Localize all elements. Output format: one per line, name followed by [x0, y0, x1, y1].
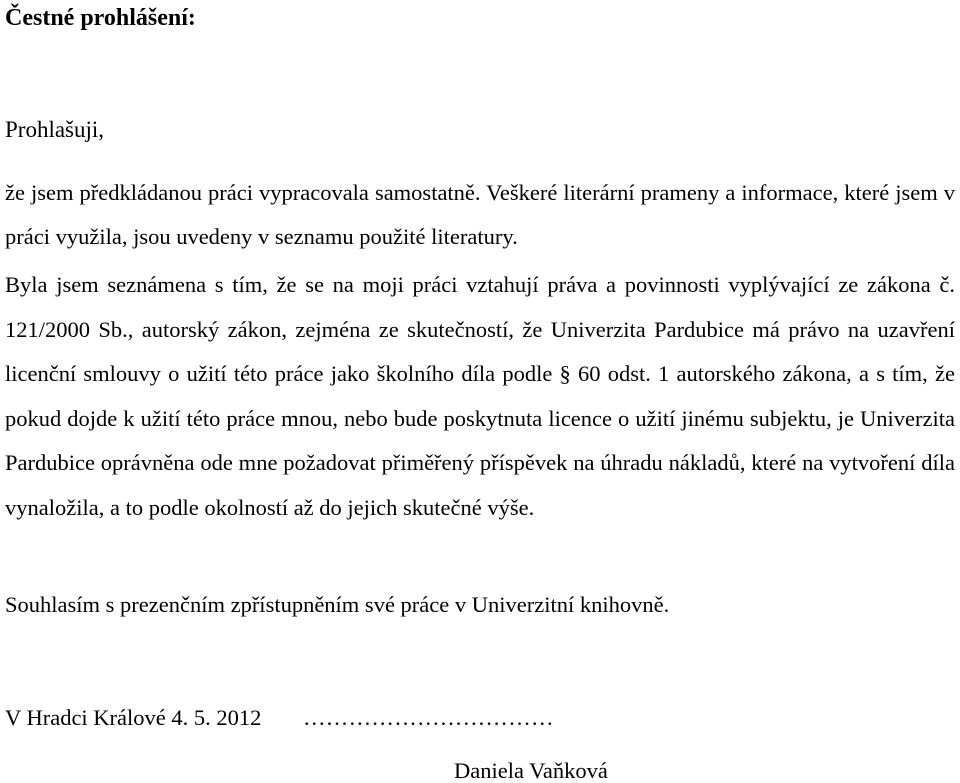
declaration-page — [5, 0, 955, 782]
place-and-date: V Hradci Králové 4. 5. 2012 — [5, 705, 262, 730]
paragraph-copyright: Byla jsem seznámena s tím, že se na moji práci vztahují práva a povinnosti vyplývající ze zákona č. 121/2000 Sb., autorský zákon, zejména ze skutečností, že Univerzita Pardubice má právo na uzavření licenční smlouvy o užití této práce jako školního díla podle § 60 odst. 1 autorského zákona, a s tím, že pokud dojde k užití této práce mnou, nebo bude poskytnuta licence o užití jinému subjektu, je Univerzita Pardubice oprávněna ode mne požadovat přiměřený příspěvek na úhradu nákladů, které na vytvoření díla vynaložila, a to podle okolností až do jejich skutečné výše. — [5, 272, 955, 520]
paragraph-library-consent: Souhlasím s prezenčním zpřístupněním své práce v Univerzitní knihovně. — [5, 592, 670, 617]
declaration-heading: Čestné prohlášení: — [5, 5, 196, 31]
paragraph-originality: že jsem předkládanou práci vypracovala samostatně. Veškeré literární prameny a informace, které jsem v práci využila, jsou uvedeny v seznamu použité literatury. — [5, 180, 955, 249]
signature-name: Daniela Vaňková — [454, 758, 608, 783]
signature-dotted-line: …………………………… — [303, 705, 554, 730]
greeting-text: Prohlašuji, — [5, 117, 105, 142]
